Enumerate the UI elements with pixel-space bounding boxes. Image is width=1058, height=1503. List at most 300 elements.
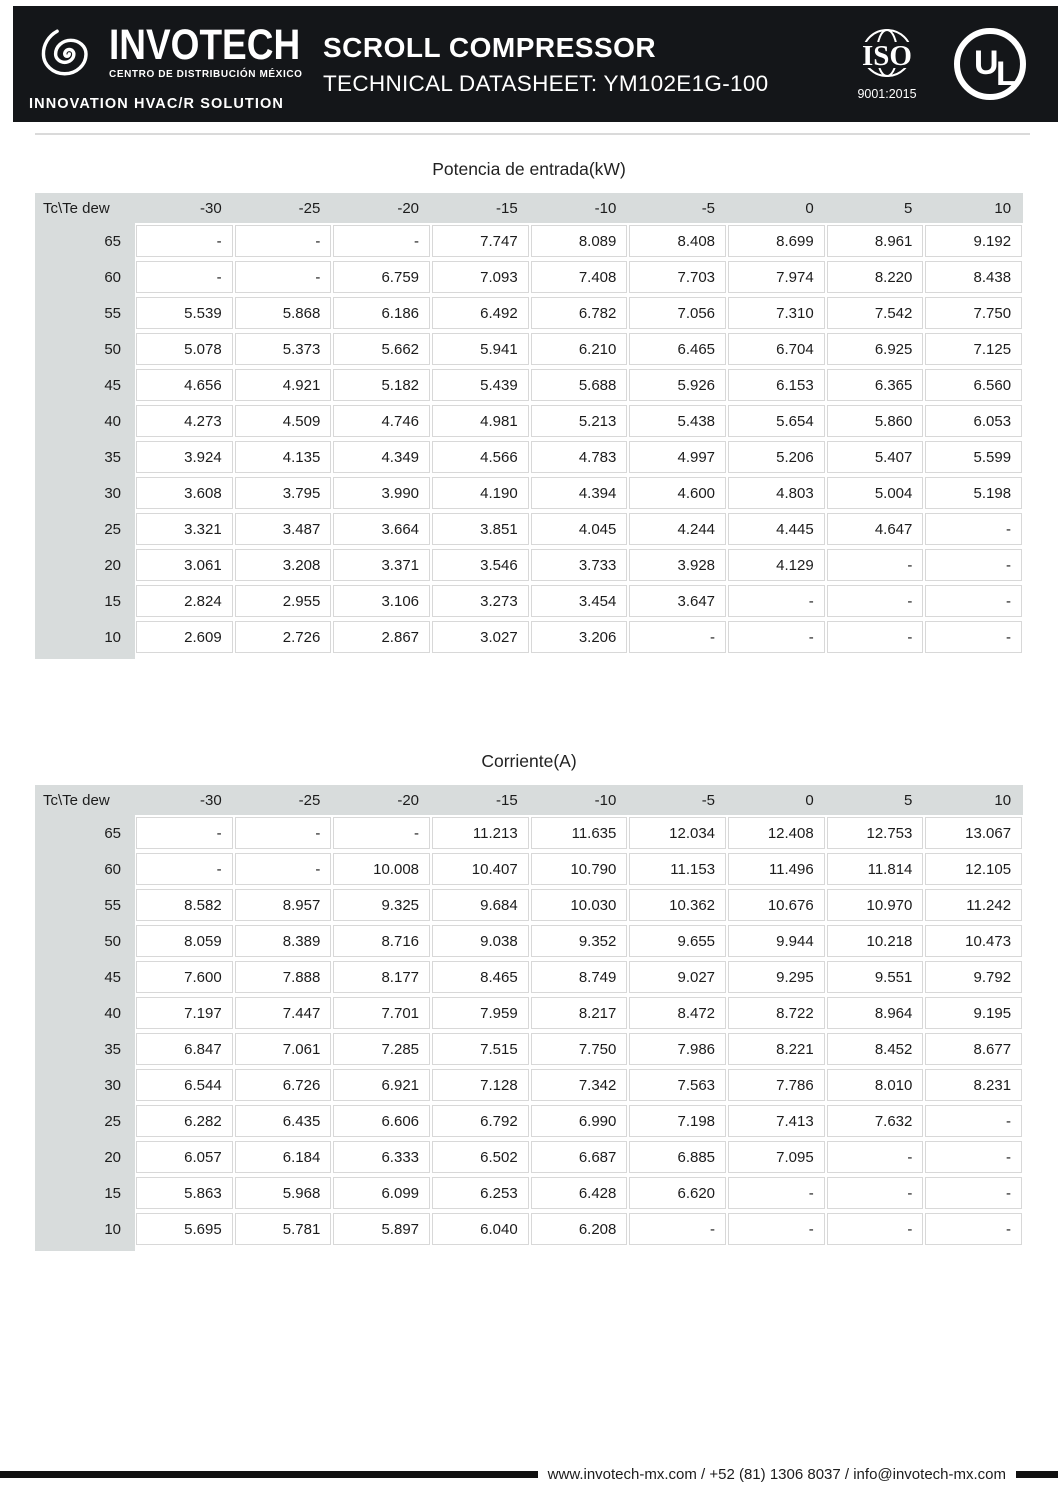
row-label: 55: [104, 896, 121, 914]
data-cell: 11.635: [531, 817, 628, 849]
data-cell: 6.704: [728, 333, 825, 365]
table-row: [35, 547, 1023, 583]
footer: [0, 1466, 1058, 1483]
data-cell: 5.897: [333, 1213, 430, 1245]
data-cell: 3.647: [629, 585, 726, 617]
data-cell: 3.664: [333, 513, 430, 545]
table-row: [35, 1211, 1023, 1247]
data-cell: 7.703: [629, 261, 726, 293]
data-cell: 6.921: [333, 1069, 430, 1101]
data-cell: 3.924: [136, 441, 233, 473]
data-cell: 5.373: [235, 333, 332, 365]
data-cell: 7.413: [728, 1105, 825, 1137]
data-cell: 6.184: [235, 1141, 332, 1173]
iso-globe-icon: [848, 28, 926, 84]
iso-label: ISO: [862, 39, 912, 72]
row-label: 50: [104, 340, 121, 358]
row-label: 55: [104, 304, 121, 322]
data-cell: 7.986: [629, 1033, 726, 1065]
data-cell: 10.008: [333, 853, 430, 885]
data-cell: 5.941: [432, 333, 529, 365]
data-cell: 10.030: [531, 889, 628, 921]
data-cell: 5.438: [629, 405, 726, 437]
data-cell: 5.198: [925, 477, 1022, 509]
data-cell: 7.093: [432, 261, 529, 293]
data-cell: 5.004: [827, 477, 924, 509]
table-row: [35, 295, 1023, 331]
data-cell: 7.125: [925, 333, 1022, 365]
data-cell: 6.606: [333, 1105, 430, 1137]
data-cell: 3.546: [432, 549, 529, 581]
table-title-corriente: Corriente(A): [481, 751, 577, 771]
data-cell: 6.040: [432, 1213, 529, 1245]
table-title-potencia: Potencia de entrada(kW): [432, 159, 626, 179]
data-cell: 3.990: [333, 477, 430, 509]
data-cell: 3.371: [333, 549, 430, 581]
data-cell: 8.452: [827, 1033, 924, 1065]
data-cell: 3.321: [136, 513, 233, 545]
data-cell: 3.733: [531, 549, 628, 581]
column-header: -25: [298, 199, 321, 217]
data-cell: 8.722: [728, 997, 825, 1029]
data-cell: 3.487: [235, 513, 332, 545]
row-label: 30: [104, 1076, 121, 1094]
data-cell: 7.974: [728, 261, 825, 293]
data-cell: 10.407: [432, 853, 529, 885]
data-cell: 5.654: [728, 405, 825, 437]
data-cell: 7.515: [432, 1033, 529, 1065]
table-row: [35, 995, 1023, 1031]
table-row: [35, 439, 1023, 475]
data-cell: -: [235, 225, 332, 257]
ul-letter-l: L: [996, 55, 1017, 93]
data-cell: 4.783: [531, 441, 628, 473]
table-row: [35, 1175, 1023, 1211]
data-cell: 8.677: [925, 1033, 1022, 1065]
data-cell: 5.599: [925, 441, 1022, 473]
data-cell: 5.439: [432, 369, 529, 401]
data-cell: 5.863: [136, 1177, 233, 1209]
data-cell: -: [925, 513, 1022, 545]
data-cell: 8.177: [333, 961, 430, 993]
data-cell: 13.067: [925, 817, 1022, 849]
data-cell: 6.282: [136, 1105, 233, 1137]
data-cell: 6.333: [333, 1141, 430, 1173]
data-cell: 4.349: [333, 441, 430, 473]
corner-header: Tc\Te dew: [43, 199, 110, 217]
data-cell: 8.964: [827, 997, 924, 1029]
data-cell: 3.106: [333, 585, 430, 617]
data-cell: 5.078: [136, 333, 233, 365]
data-cell: 12.105: [925, 853, 1022, 885]
data-cell: -: [136, 853, 233, 885]
row-label: 65: [104, 232, 121, 250]
data-cell: 9.684: [432, 889, 529, 921]
row-label: 35: [104, 448, 121, 466]
table-row: [35, 475, 1023, 511]
table-header-row: [35, 785, 1023, 815]
data-cell: -: [827, 1213, 924, 1245]
data-cell: 8.059: [136, 925, 233, 957]
data-cell: -: [827, 621, 924, 653]
row-label: 10: [104, 1220, 121, 1238]
row-label: 15: [104, 592, 121, 610]
data-cell: 6.782: [531, 297, 628, 329]
logo-subtitle: CENTRO DE DISTRIBUCIÓN MÉXICO: [109, 68, 303, 80]
data-cell: 7.061: [235, 1033, 332, 1065]
table-row: [35, 1103, 1023, 1139]
table-row: [35, 223, 1023, 259]
data-cell: -: [925, 585, 1022, 617]
data-cell: 8.217: [531, 997, 628, 1029]
table-row: [35, 259, 1023, 295]
data-cell: 4.190: [432, 477, 529, 509]
data-cell: 4.244: [629, 513, 726, 545]
data-cell: 3.206: [531, 621, 628, 653]
data-cell: 4.803: [728, 477, 825, 509]
data-cell: -: [925, 621, 1022, 653]
data-cell: -: [925, 1177, 1022, 1209]
data-cell: 5.662: [333, 333, 430, 365]
data-cell: 5.213: [531, 405, 628, 437]
data-cell: 5.539: [136, 297, 233, 329]
data-cell: 8.438: [925, 261, 1022, 293]
data-cell: -: [827, 549, 924, 581]
data-cell: -: [136, 225, 233, 257]
data-cell: 2.867: [333, 621, 430, 653]
data-cell: 6.885: [629, 1141, 726, 1173]
data-cell: 7.095: [728, 1141, 825, 1173]
data-cell: 7.600: [136, 961, 233, 993]
data-cell: 11.814: [827, 853, 924, 885]
data-cell: -: [925, 1105, 1022, 1137]
table-header-row: [35, 193, 1023, 223]
column-header: -30: [199, 791, 222, 809]
header-divider: [35, 133, 1030, 135]
row-label: 60: [104, 860, 121, 878]
data-cell: 8.389: [235, 925, 332, 957]
data-cell: 4.509: [235, 405, 332, 437]
column-header: -15: [496, 199, 518, 217]
data-cell: -: [235, 853, 332, 885]
data-cell: 4.445: [728, 513, 825, 545]
data-cell: 6.208: [531, 1213, 628, 1245]
data-cell: 8.010: [827, 1069, 924, 1101]
data-cell: 9.944: [728, 925, 825, 957]
column-header: -20: [397, 791, 420, 809]
row-label: 45: [104, 968, 121, 986]
corner-header: Tc\Te dew: [43, 791, 110, 809]
column-header: -20: [397, 199, 420, 217]
iso-badge: [848, 28, 926, 101]
data-cell: 8.465: [432, 961, 529, 993]
data-cell: -: [235, 261, 332, 293]
data-cell: 8.220: [827, 261, 924, 293]
data-cell: 4.129: [728, 549, 825, 581]
data-cell: 4.746: [333, 405, 430, 437]
data-cell: 12.034: [629, 817, 726, 849]
column-header: -5: [701, 199, 716, 217]
table-row: [35, 1067, 1023, 1103]
data-cell: 7.563: [629, 1069, 726, 1101]
row-label: 60: [104, 268, 121, 286]
row-label: 50: [104, 932, 121, 950]
page-subtitle: TECHNICAL DATASHEET: YM102E1G-100: [323, 70, 769, 96]
column-header: -5: [701, 791, 716, 809]
data-cell: 12.753: [827, 817, 924, 849]
data-cell: 2.726: [235, 621, 332, 653]
data-cell: 6.492: [432, 297, 529, 329]
data-cell: 6.620: [629, 1177, 726, 1209]
data-cell: 3.273: [432, 585, 529, 617]
table-row: [35, 851, 1023, 887]
data-cell: 6.465: [629, 333, 726, 365]
data-cell: 6.053: [925, 405, 1022, 437]
logo-name: INVOTECH: [109, 20, 301, 68]
data-cell: -: [827, 585, 924, 617]
spiral-logo-icon: [29, 16, 105, 92]
table-row: [35, 1139, 1023, 1175]
column-header: -15: [496, 791, 518, 809]
potencia-table: [35, 193, 1023, 659]
data-cell: 11.496: [728, 853, 825, 885]
table-row: [35, 331, 1023, 367]
data-cell: 9.027: [629, 961, 726, 993]
column-header: 5: [904, 199, 913, 217]
data-cell: 9.325: [333, 889, 430, 921]
ul-badge-icon: [948, 22, 1032, 106]
data-cell: 5.868: [235, 297, 332, 329]
column-header: 10: [994, 791, 1012, 809]
data-cell: 6.792: [432, 1105, 529, 1137]
data-cell: 9.352: [531, 925, 628, 957]
data-cell: 3.851: [432, 513, 529, 545]
table-row: [35, 403, 1023, 439]
row-label: 25: [104, 520, 121, 538]
data-cell: 6.365: [827, 369, 924, 401]
footer-contact-text: www.invotech-mx.com / +52 (81) 1306 8037 / info@invotech-mx.com: [547, 1466, 1006, 1483]
data-cell: 8.961: [827, 225, 924, 257]
data-cell: 8.716: [333, 925, 430, 957]
data-cell: 6.502: [432, 1141, 529, 1173]
row-label: 35: [104, 1040, 121, 1058]
data-cell: 7.747: [432, 225, 529, 257]
data-cell: 9.655: [629, 925, 726, 957]
data-cell: 7.750: [925, 297, 1022, 329]
data-cell: 8.221: [728, 1033, 825, 1065]
data-cell: -: [629, 1213, 726, 1245]
data-cell: 7.197: [136, 997, 233, 1029]
column-header: 5: [904, 791, 913, 809]
data-cell: 3.795: [235, 477, 332, 509]
data-cell: 6.210: [531, 333, 628, 365]
data-cell: 4.921: [235, 369, 332, 401]
column-header: -30: [199, 199, 222, 217]
data-cell: 7.888: [235, 961, 332, 993]
data-cell: 3.061: [136, 549, 233, 581]
data-cell: -: [333, 225, 430, 257]
table-row: [35, 815, 1023, 851]
iso-cert: 9001:2015: [857, 86, 917, 101]
data-cell: 10.970: [827, 889, 924, 921]
header-banner: [13, 6, 1058, 122]
data-cell: 7.056: [629, 297, 726, 329]
data-cell: 6.057: [136, 1141, 233, 1173]
row-label: 40: [104, 1004, 121, 1022]
data-cell: 8.089: [531, 225, 628, 257]
data-cell: 10.473: [925, 925, 1022, 957]
data-cell: 6.428: [531, 1177, 628, 1209]
data-cell: 7.310: [728, 297, 825, 329]
row-label: 45: [104, 376, 121, 394]
data-cell: 7.128: [432, 1069, 529, 1101]
row-label: 65: [104, 824, 121, 842]
data-cell: 8.408: [629, 225, 726, 257]
data-cell: -: [136, 261, 233, 293]
data-cell: 6.153: [728, 369, 825, 401]
table-row: [35, 619, 1023, 655]
data-cell: 4.656: [136, 369, 233, 401]
footer-bar-left: [0, 1471, 538, 1478]
data-cell: 4.647: [827, 513, 924, 545]
data-cell: 9.195: [925, 997, 1022, 1029]
data-cell: 4.135: [235, 441, 332, 473]
data-cell: 5.688: [531, 369, 628, 401]
data-cell: 7.408: [531, 261, 628, 293]
data-cell: 9.551: [827, 961, 924, 993]
data-cell: -: [925, 549, 1022, 581]
data-cell: 6.990: [531, 1105, 628, 1137]
data-cell: 5.407: [827, 441, 924, 473]
invotech-logo: [29, 16, 303, 112]
data-cell: 8.699: [728, 225, 825, 257]
row-label: 25: [104, 1112, 121, 1130]
data-cell: -: [728, 621, 825, 653]
row-label: 40: [104, 412, 121, 430]
column-header: -25: [298, 791, 321, 809]
data-cell: 2.609: [136, 621, 233, 653]
data-cell: 2.824: [136, 585, 233, 617]
data-cell: 6.925: [827, 333, 924, 365]
footer-bar-right: [1016, 1471, 1058, 1478]
data-cell: 4.566: [432, 441, 529, 473]
column-header: 0: [805, 199, 814, 217]
data-cell: 7.447: [235, 997, 332, 1029]
data-cell: 8.472: [629, 997, 726, 1029]
data-cell: -: [629, 621, 726, 653]
data-cell: -: [728, 1177, 825, 1209]
data-cell: 5.968: [235, 1177, 332, 1209]
data-cell: -: [925, 1213, 1022, 1245]
table-row: [35, 887, 1023, 923]
data-cell: 8.582: [136, 889, 233, 921]
data-cell: 6.186: [333, 297, 430, 329]
data-cell: -: [136, 817, 233, 849]
data-cell: 10.676: [728, 889, 825, 921]
data-cell: 7.750: [531, 1033, 628, 1065]
data-cell: 11.213: [432, 817, 529, 849]
data-cell: 11.153: [629, 853, 726, 885]
data-cell: 5.860: [827, 405, 924, 437]
data-cell: 6.560: [925, 369, 1022, 401]
table-row: [35, 367, 1023, 403]
data-cell: -: [827, 1141, 924, 1173]
logo-tagline: INNOVATION HVAC/R SOLUTION: [29, 96, 284, 112]
data-cell: 7.542: [827, 297, 924, 329]
data-cell: 5.781: [235, 1213, 332, 1245]
data-cell: 11.242: [925, 889, 1022, 921]
corriente-table: [35, 785, 1023, 1251]
data-cell: 7.632: [827, 1105, 924, 1137]
data-cell: 4.981: [432, 405, 529, 437]
data-cell: 7.342: [531, 1069, 628, 1101]
data-cell: 7.285: [333, 1033, 430, 1065]
column-header: -10: [594, 791, 617, 809]
data-cell: 9.192: [925, 225, 1022, 257]
data-cell: 4.997: [629, 441, 726, 473]
data-cell: 7.959: [432, 997, 529, 1029]
data-cell: 6.435: [235, 1105, 332, 1137]
data-cell: 10.218: [827, 925, 924, 957]
column-header: -10: [594, 199, 617, 217]
data-cell: 6.726: [235, 1069, 332, 1101]
data-cell: -: [925, 1141, 1022, 1173]
ul-letter-u: U: [974, 44, 999, 82]
data-cell: -: [235, 817, 332, 849]
row-label: 15: [104, 1184, 121, 1202]
data-cell: 6.847: [136, 1033, 233, 1065]
page-content: [0, 159, 1058, 1251]
table-row: [35, 959, 1023, 995]
data-cell: 6.099: [333, 1177, 430, 1209]
row-label: 30: [104, 484, 121, 502]
data-cell: 8.957: [235, 889, 332, 921]
data-cell: -: [728, 585, 825, 617]
data-cell: 3.027: [432, 621, 529, 653]
column-header: 10: [994, 199, 1012, 217]
data-cell: 6.544: [136, 1069, 233, 1101]
data-cell: 10.362: [629, 889, 726, 921]
row-label: 20: [104, 1148, 121, 1166]
data-cell: 5.182: [333, 369, 430, 401]
table-body: [35, 815, 1023, 1251]
data-cell: 4.273: [136, 405, 233, 437]
data-cell: 4.045: [531, 513, 628, 545]
data-cell: 6.687: [531, 1141, 628, 1173]
data-cell: 3.928: [629, 549, 726, 581]
data-cell: 7.198: [629, 1105, 726, 1137]
table-row: [35, 583, 1023, 619]
row-label: 10: [104, 628, 121, 646]
data-cell: 9.295: [728, 961, 825, 993]
data-cell: 9.038: [432, 925, 529, 957]
table-row: [35, 511, 1023, 547]
data-cell: 3.208: [235, 549, 332, 581]
data-cell: 2.955: [235, 585, 332, 617]
data-cell: -: [728, 1213, 825, 1245]
data-cell: 5.926: [629, 369, 726, 401]
data-cell: 4.394: [531, 477, 628, 509]
data-cell: 7.701: [333, 997, 430, 1029]
data-cell: 12.408: [728, 817, 825, 849]
row-label: 20: [104, 556, 121, 574]
page-title: SCROLL COMPRESSOR: [323, 31, 657, 63]
data-cell: 5.695: [136, 1213, 233, 1245]
data-cell: -: [827, 1177, 924, 1209]
data-cell: 5.206: [728, 441, 825, 473]
data-cell: -: [333, 817, 430, 849]
table-body: [35, 223, 1023, 659]
